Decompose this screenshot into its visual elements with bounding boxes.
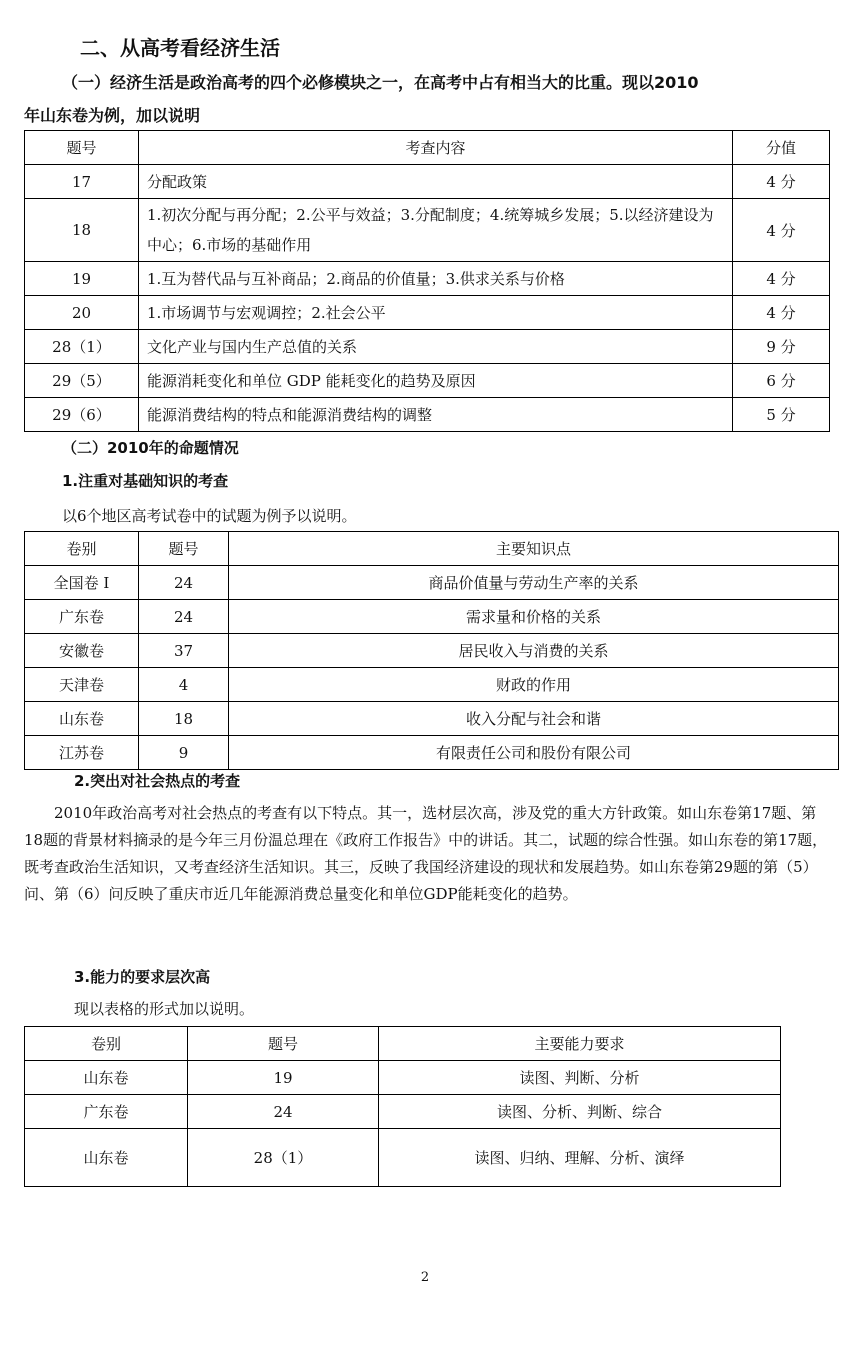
cell-paper: 全国卷 I [25,566,139,600]
header-no: 题号 [188,1027,379,1061]
cell-no: 28（1） [25,330,139,364]
table-row [25,330,830,364]
cell-point: 财政的作用 [229,668,839,702]
sub2-paragraph: 2010年政治高考对社会热点的考查有以下特点。其一，选材层次高，涉及党的重大方针政策。如山东卷第17题、第18题的背景材料摘录的是今年三月份温总理在《政府工作报告》中的讲话。其二，试题的综合性强。如山东卷的第17题，既考查政治生活知识，又考查经济生活知识。其三，反映了我国经济建设的现状和发展趋势。如山东卷第29题的第（5）问、第（6）问反映了重庆市近几年能源消费总量变化和单位GDP能耗变化的趋势。 [24,804,828,903]
cell-no: 29（5） [25,364,139,398]
cell-paper: 山东卷 [25,1129,188,1187]
cell-no: 20 [25,296,139,330]
header-point: 主要知识点 [229,532,839,566]
table-row [25,668,839,702]
table-row [25,165,830,199]
table-row [25,296,830,330]
cell-content: 1.市场调节与宏观调控；2.社会公平 [139,296,733,330]
cell-no: 28（1） [188,1129,379,1187]
table-row [25,600,839,634]
cell-no: 17 [25,165,139,199]
score-table [24,130,830,432]
cell-paper: 广东卷 [25,1095,188,1129]
header-ability: 主要能力要求 [379,1027,781,1061]
header-no: 题号 [25,131,139,165]
sub2-title: 2.突出对社会热点的考查 [74,772,241,790]
cell-score: 4 分 [733,165,830,199]
section1-title-line1: （一）经济生活是政治高考的四个必修模块之一，在高考中占有相当大的比重。现以2010 [62,73,699,92]
cell-paper: 山东卷 [25,702,139,736]
cell-no: 37 [139,634,229,668]
table-row [25,262,830,296]
cell-paper: 广东卷 [25,600,139,634]
cell-no: 18 [139,702,229,736]
cell-no: 24 [188,1095,379,1129]
cell-paper: 江苏卷 [25,736,139,770]
header-paper: 卷别 [25,532,139,566]
table-header-row [25,532,839,566]
table-row [25,398,830,432]
cell-ability: 读图、归纳、理解、分析、演绎 [379,1129,781,1187]
cell-point: 商品价值量与劳动生产率的关系 [229,566,839,600]
cell-point: 有限责任公司和股份有限公司 [229,736,839,770]
cell-content: 1.初次分配与再分配；2.公平与效益；3.分配制度；4.统筹城乡发展；5.以经济建设为中心；6.市场的基础作用 [139,199,733,262]
cell-paper: 天津卷 [25,668,139,702]
knowledge-table [24,531,839,770]
table-row [25,736,839,770]
cell-content: 能源消费结构的特点和能源消费结构的调整 [139,398,733,432]
cell-no: 24 [139,566,229,600]
cell-ability: 读图、分析、判断、综合 [379,1095,781,1129]
cell-point: 居民收入与消费的关系 [229,634,839,668]
header-no: 题号 [139,532,229,566]
ability-table [24,1026,781,1187]
cell-paper: 安徽卷 [25,634,139,668]
cell-no: 29（6） [25,398,139,432]
header-score: 分值 [733,131,830,165]
sub1-title: 1.注重对基础知识的考查 [62,472,229,490]
cell-score: 9 分 [733,330,830,364]
table-row [25,566,839,600]
table-row [25,199,830,262]
table-header-row [25,131,830,165]
cell-paper: 山东卷 [25,1061,188,1095]
page-number: 2 [420,1270,430,1285]
section-heading: 二、从高考看经济生活 [80,36,280,60]
cell-score: 4 分 [733,262,830,296]
cell-score: 4 分 [733,296,830,330]
table-row [25,1129,781,1187]
table-row [25,1061,781,1095]
header-paper: 卷别 [25,1027,188,1061]
section2-title: （二）2010年的命题情况 [62,439,239,457]
cell-score: 6 分 [733,364,830,398]
cell-no: 9 [139,736,229,770]
cell-point: 收入分配与社会和谐 [229,702,839,736]
table-row [25,364,830,398]
table-row [25,1095,781,1129]
cell-no: 18 [25,199,139,262]
table-row [25,702,839,736]
cell-content: 1.互为替代品与互补商品；2.商品的价值量；3.供求关系与价格 [139,262,733,296]
cell-no: 19 [25,262,139,296]
cell-no: 19 [188,1061,379,1095]
sub3-title: 3.能力的要求层次高 [74,968,211,986]
cell-ability: 读图、判断、分析 [379,1061,781,1095]
table-row [25,634,839,668]
cell-no: 24 [139,600,229,634]
sub3-intro: 现以表格的形式加以说明。 [74,1000,255,1018]
header-content: 考查内容 [139,131,733,165]
cell-no: 4 [139,668,229,702]
cell-content: 能源消耗变化和单位 GDP 能耗变化的趋势及原因 [139,364,733,398]
table-header-row [25,1027,781,1061]
cell-content: 分配政策 [139,165,733,199]
cell-score: 4 分 [733,199,830,262]
section1-title-line2: 年山东卷为例，加以说明 [24,106,201,125]
cell-content: 文化产业与国内生产总值的关系 [139,330,733,364]
cell-point: 需求量和价格的关系 [229,600,839,634]
cell-score: 5 分 [733,398,830,432]
sub1-intro: 以6个地区高考试卷中的试题为例予以说明。 [62,507,357,525]
